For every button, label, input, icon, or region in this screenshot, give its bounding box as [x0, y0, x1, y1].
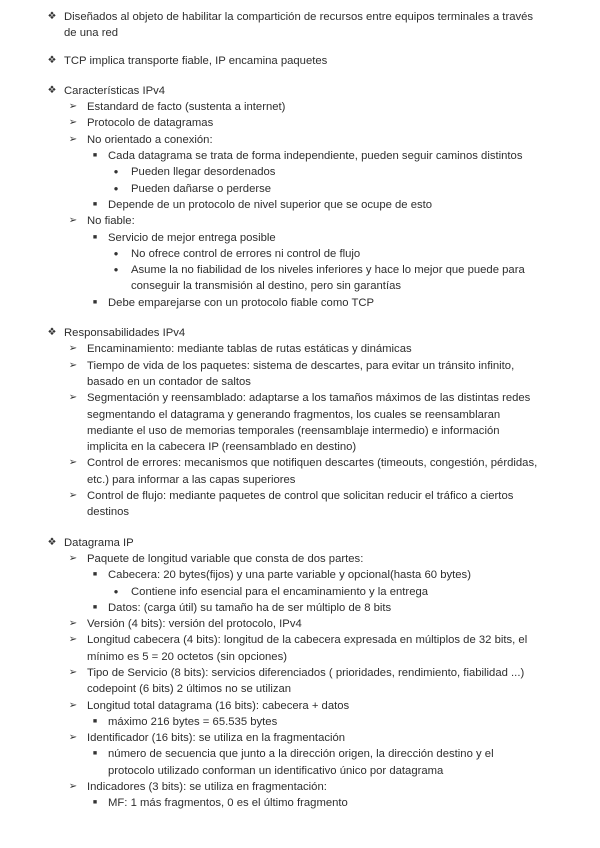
list-item-text: MF: 1 más fragmentos, 0 es el último fragmento	[108, 797, 348, 810]
list-item	[0, 164, 600, 180]
diamond-bullet-icon: ❖	[47, 54, 57, 66]
list-item	[0, 197, 600, 213]
list-item-text: implicita en la cabecera IP (reensamblado en destino)	[87, 441, 357, 454]
list-item-text: No ofrece control de errores ni control de flujo	[131, 247, 361, 260]
dot-bullet-icon: ●	[113, 183, 119, 193]
arrow-bullet-icon: ➢	[68, 133, 78, 145]
list-item-text: segmentando el datagrama y generando fragmentos, los cuales se reensamblaran	[87, 408, 501, 421]
document-section	[0, 325, 600, 521]
list-item-text: Cabecera: 20 bytes(fijos) y una parte variable y opcional(hasta 60 bytes)	[108, 569, 471, 582]
list-item	[0, 246, 600, 262]
list-item	[0, 295, 600, 311]
list-item	[0, 181, 600, 197]
list-item	[0, 390, 600, 455]
arrow-bullet-icon: ➢	[68, 117, 78, 129]
list-item	[0, 795, 600, 811]
list-item	[0, 567, 600, 583]
list-item	[0, 148, 600, 164]
list-item	[0, 730, 600, 746]
list-item-text: Responsabilidades IPv4	[64, 327, 186, 340]
list-item-text: Versión (4 bits): versión del protocolo, IPv4	[87, 618, 302, 631]
list-item-text: Pueden dañarse o perderse	[131, 182, 272, 195]
diamond-bullet-icon: ❖	[47, 11, 57, 22]
list-item-text: mediante el uso de memorias temporales (reensamblaje intermedio) e información	[87, 424, 500, 437]
diamond-bullet-icon: ❖	[47, 84, 57, 96]
list-item	[0, 262, 600, 295]
list-item-text: Contiene info esencial para el encaminamiento y la entrega	[131, 585, 429, 598]
square-bullet-icon: ■	[92, 799, 98, 807]
list-item-text: etc.) para informar a las capas superiores	[87, 473, 296, 486]
list-item-text: Tipo de Servicio (8 bits): servicios diferenciados ( prioridades, rendimiento, fiabilidad ...)	[87, 666, 525, 679]
square-bullet-icon: ■	[92, 152, 98, 160]
square-bullet-icon: ■	[92, 200, 98, 208]
list-item-text: basado en un contador de saltos	[87, 375, 251, 388]
arrow-bullet-icon: ➢	[68, 343, 78, 355]
list-item	[0, 115, 600, 131]
list-item	[0, 632, 600, 665]
list-item	[0, 616, 600, 632]
list-item	[0, 746, 600, 779]
arrow-bullet-icon: ➢	[68, 618, 78, 630]
document-section	[0, 9, 600, 69]
list-item-text: máximo 216 bytes = 65.535 bytes	[108, 715, 278, 728]
list-item-text: Protocolo de datagramas	[87, 117, 214, 130]
square-bullet-icon: ■	[92, 571, 98, 579]
list-item-text: número de secuencia que junto a la dirección origen, la dirección destino y el	[108, 748, 494, 761]
list-item	[0, 325, 600, 341]
square-bullet-icon: ■	[92, 603, 98, 611]
list-item-text: conseguir la transmisión al destino, pero sin garantías	[131, 280, 402, 293]
document-section	[0, 535, 600, 812]
document-section	[0, 83, 600, 311]
list-item-text: Características IPv4	[64, 84, 166, 97]
list-item	[0, 213, 600, 229]
list-item-text: Indicadores (3 bits): se utiliza en fragmentación:	[87, 781, 327, 794]
list-item	[0, 132, 600, 148]
list-item-text: Diseñados al objeto de habilitar la compartición de recursos entre equipos terminales a través	[64, 11, 534, 23]
list-item-text: destinos	[87, 506, 130, 519]
arrow-bullet-icon: ➢	[68, 457, 78, 469]
list-item-text: Longitud cabecera (4 bits): longitud de la cabecera expresada en múltiplos de 32 bits, el	[87, 634, 528, 647]
list-item-text: protocolo utilizado conforman un identificativo único por datagrama	[108, 764, 444, 777]
dot-bullet-icon: ●	[113, 265, 119, 275]
arrow-bullet-icon: ➢	[68, 101, 78, 113]
dot-bullet-icon: ●	[113, 248, 119, 258]
list-item-text: Cada datagrama se trata de forma independiente, pueden seguir caminos distintos	[108, 150, 523, 163]
list-item	[0, 714, 600, 730]
list-item	[0, 600, 600, 616]
arrow-bullet-icon: ➢	[68, 392, 78, 404]
square-bullet-icon: ■	[92, 233, 98, 241]
list-item-text: Paquete de longitud variable que consta de dos partes:	[87, 552, 364, 565]
list-item	[0, 99, 600, 115]
list-item	[0, 698, 600, 714]
list-item-text: Longitud total datagrama (16 bits): cabecera + datos	[87, 699, 350, 712]
arrow-bullet-icon: ➢	[68, 699, 78, 711]
list-item-text: Pueden llegar desordenados	[131, 166, 276, 179]
list-item	[0, 584, 600, 600]
arrow-bullet-icon: ➢	[68, 781, 78, 793]
list-item	[0, 535, 600, 551]
list-item-text: No orientado a conexión:	[87, 133, 213, 146]
arrow-bullet-icon: ➢	[68, 490, 78, 502]
list-item-text: No fiable:	[87, 215, 135, 228]
square-bullet-icon: ■	[92, 750, 98, 758]
list-item	[0, 358, 600, 391]
list-item-text: Tiempo de vida de los paquetes: sistema de descartes, para evitar un tránsito infinito,	[87, 359, 515, 372]
arrow-bullet-icon: ➢	[68, 215, 78, 227]
arrow-bullet-icon: ➢	[68, 552, 78, 564]
list-item	[0, 551, 600, 567]
list-item-text: Servicio de mejor entrega posible	[108, 231, 276, 244]
diamond-bullet-icon: ❖	[47, 536, 57, 548]
list-item	[0, 53, 600, 69]
list-item	[0, 341, 600, 357]
list-item	[0, 9, 600, 42]
dot-bullet-icon: ●	[113, 167, 119, 177]
list-item-text: Segmentación y reensamblado: adaptarse a los tamaños máximos de las distintas redes	[87, 392, 531, 405]
list-item-text: Encaminamiento: mediante tablas de rutas estáticas y dinámicas	[87, 343, 412, 356]
list-item-text: Identificador (16 bits): se utiliza en la fragmentación	[87, 732, 346, 745]
list-item-text: Depende de un protocolo de nivel superior que se ocupe de esto	[108, 198, 433, 211]
list-item-text: Datos: (carga útil) su tamaño ha de ser múltiplo de 8 bits	[108, 601, 392, 614]
list-item-text: Asume la no fiabilidad de los niveles inferiores y hace lo mejor que puede para	[131, 264, 525, 277]
list-item	[0, 455, 600, 488]
square-bullet-icon: ■	[92, 717, 98, 725]
list-item-text: mínimo es 5 = 20 octetos (sin opciones)	[87, 650, 287, 663]
arrow-bullet-icon: ➢	[68, 359, 78, 371]
dot-bullet-icon: ●	[113, 586, 119, 596]
diamond-bullet-icon: ❖	[47, 327, 57, 339]
list-item-text: Control de flujo: mediante paquetes de control que solicitan reducir el tráfico a ciertos	[87, 490, 514, 503]
list-item-text: Control de errores: mecanismos que notifiquen descartes (timeouts, congestión, pérdidas,	[87, 457, 538, 470]
list-item	[0, 779, 600, 795]
list-item-text: Datagrama IP	[64, 536, 134, 549]
list-item-text: Estandard de facto (sustenta a internet)	[87, 101, 286, 114]
list-item-text: codepoint (6 bits) 2 últimos no se utilizan	[87, 683, 292, 696]
list-item-text: de una red	[64, 27, 119, 40]
list-item	[0, 83, 600, 99]
list-item	[0, 488, 600, 521]
list-item-text: TCP implica transporte fiable, IP encamina paquetes	[64, 54, 328, 67]
arrow-bullet-icon: ➢	[68, 732, 78, 744]
arrow-bullet-icon: ➢	[68, 634, 78, 646]
square-bullet-icon: ■	[92, 298, 98, 306]
list-item	[0, 665, 600, 698]
list-item	[0, 230, 600, 246]
document-page	[0, 9, 600, 826]
arrow-bullet-icon: ➢	[68, 666, 78, 678]
list-item-text: Debe emparejarse con un protocolo fiable como TCP	[108, 296, 375, 309]
